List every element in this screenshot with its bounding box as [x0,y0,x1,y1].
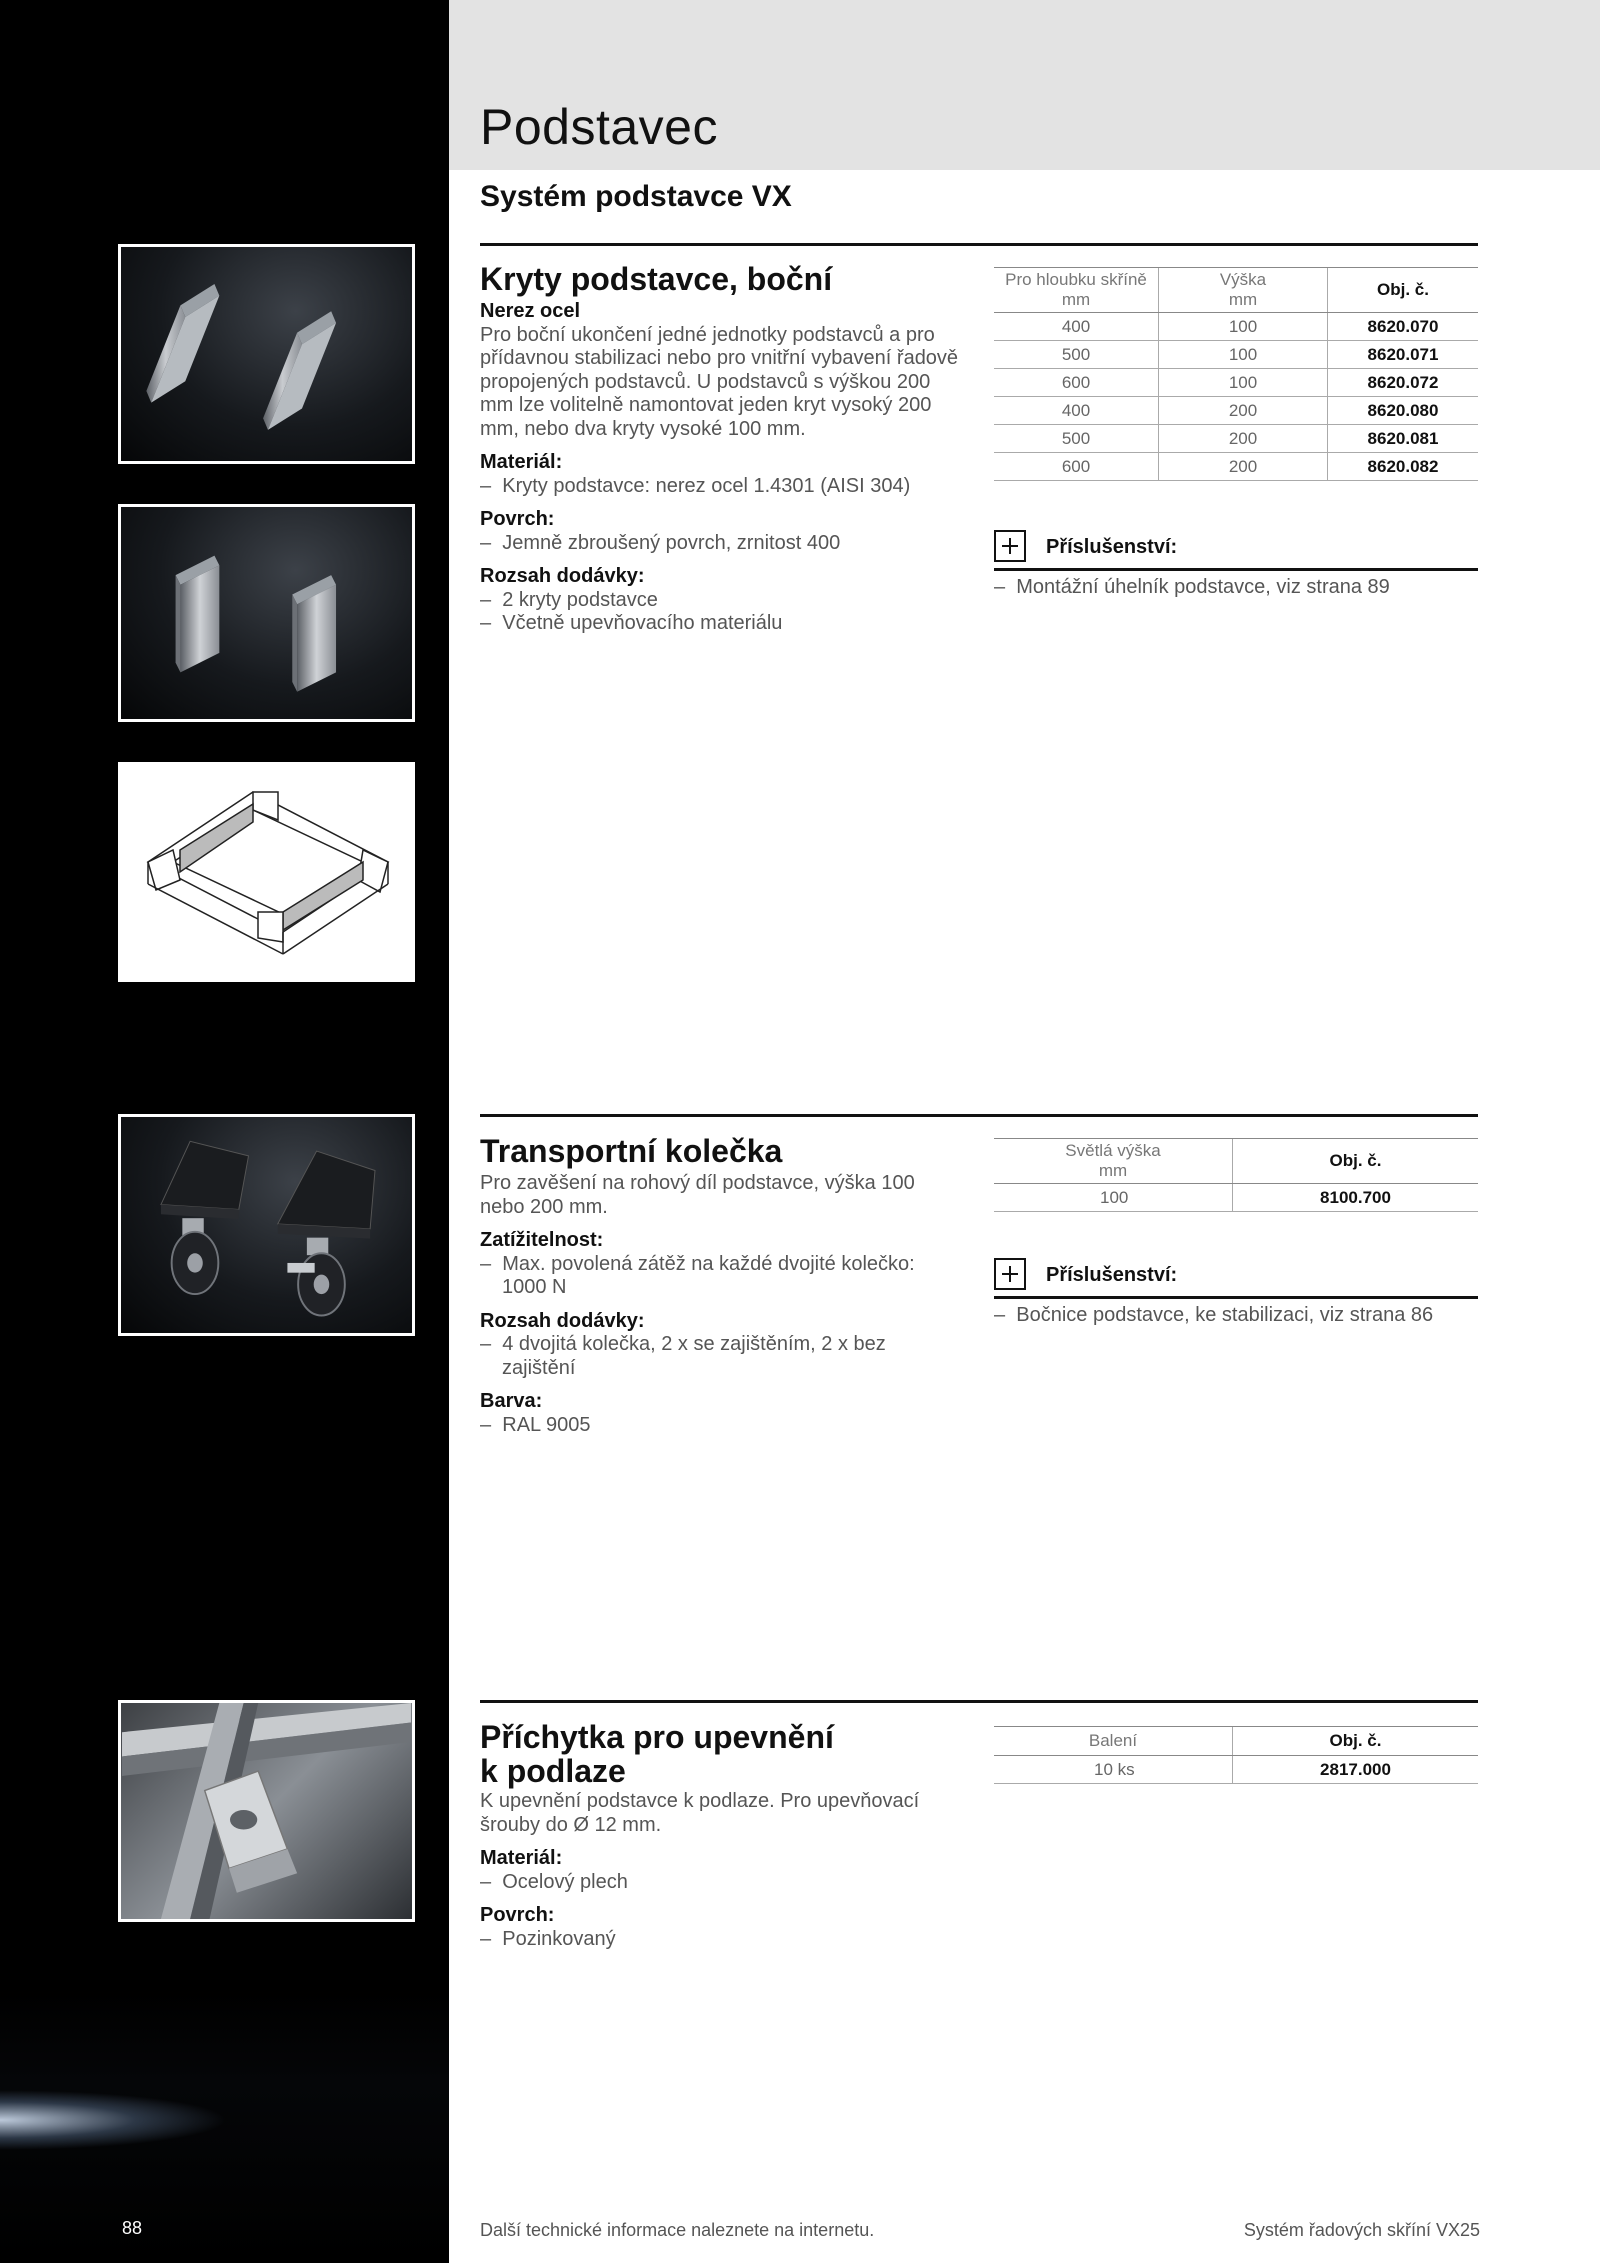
side-cover-200-photo [118,504,415,722]
section-2-list-item: – Max. povolená zátěž na každé dvojité kolečko: 1000 N [480,1252,915,1298]
section-2-title: Transportní kolečka [480,1133,783,1169]
section-2-description [480,1172,960,1437]
table-header-row [994,1139,1478,1184]
table-header-clearance: Světlá výška mm [994,1139,1233,1184]
table-header-packaging: Balení [994,1727,1233,1756]
section-2-list-item: – RAL 9005 [480,1413,591,1436]
section-1-list-item: – Včetně upevňovacího materiálu [480,612,783,634]
section-1-group-heading: Materiál: [480,451,563,473]
plus-icon [994,530,1026,562]
section-2-list-item: – 4 dvojitá kolečka, 2 x se zajištěním, 2 x bez zajištění [480,1333,886,1379]
table-row: 500 100 8620.071 [994,341,1478,369]
accessories-label: Příslušenství: [1046,536,1178,558]
section-1-description [480,300,960,636]
accessories-item: – Bočnice podstavce, ke stabilizaci, viz strana 86 [994,1304,1434,1326]
footer-series: Systém řadových skříní VX25 [1243,2220,1480,2240]
section-3-group-heading: Materiál: [480,1847,563,1869]
table-header-order-no: Obj. č. [1328,268,1479,313]
table-row: 400 200 8620.080 [994,397,1478,425]
sidebar-glow [0,2040,449,2180]
table-row: 500 200 8620.081 [994,425,1478,453]
section-3-title: Příchytka pro upevnění k podlaze [480,1719,834,1789]
section-1-group-heading: Povrch: [480,508,555,530]
section-3-table [994,1726,1478,1784]
floor-bracket-photo [118,1700,415,1922]
castor-photo [118,1114,415,1336]
accessories-item: – Montážní úhelník podstavce, viz strana 89 [994,576,1390,598]
section-3-intro: K upevnění podstavce k podlaze. Pro upevňovací šrouby do Ø 12 mm. [480,1790,920,1836]
section-3-rule [480,1700,1478,1703]
section-1-group-heading: Rozsah dodávky: [480,565,645,587]
table-row: 600 100 8620.072 [994,369,1478,397]
section-2-group-heading: Barva: [480,1390,543,1412]
section-1-intro: Pro boční ukončení jedné jednotky podstavců a pro přídavnou stabilizaci nebo pro vnitřní vybavení řadově propojených podstavců. U podstavců s výškou 200 mm lze volitelně namontovat jeden kryt vysoký 200 mm, nebo dva kryty vysoké 100 mm. [480,323,959,440]
section-1-list-item: – Kryty podstavce: nerez ocel 1.4301 (AISI 304) [480,474,911,497]
accessories-rule [994,1296,1478,1299]
table-header-order-no: Obj. č. [1233,1139,1479,1184]
table-header-height: Výška mm [1159,268,1328,313]
section-1-title: Kryty podstavce, boční [480,261,833,297]
section-3-description [480,1790,960,1951]
table-header-row [994,268,1478,313]
section-1-lead-heading: Nerez ocel [480,300,581,322]
section-1-table [994,267,1478,481]
page-subtitle: Systém podstavce VX [480,180,792,213]
section-1-list-item: – 2 kryty podstavce [480,588,658,611]
section-3-list-item: – Ocelový plech [480,1870,628,1893]
section-2-group-heading: Zatížitelnost: [480,1229,604,1251]
section-2-intro: Pro zavěšení na rohový díl podstavce, výška 100 nebo 200 mm. [480,1172,915,1218]
section-3-list-item: – Pozinkovaný [480,1927,616,1950]
section-3-group-heading: Povrch: [480,1904,555,1926]
section-1-rule [480,243,1478,246]
page-title: Podstavec [480,99,718,155]
table-row: 10 ks 2817.000 [994,1756,1478,1784]
section-1-accessories [994,530,1478,610]
section-2-group-heading: Rozsah dodávky: [480,1309,645,1332]
table-header-order-no: Obj. č. [1233,1727,1479,1756]
accessories-label: Příslušenství: [1046,1264,1178,1286]
table-header-depth: Pro hloubku skříně mm [994,268,1159,313]
section-2-table [994,1138,1478,1212]
plus-icon [994,1258,1026,1290]
table-row: 600 200 8620.082 [994,453,1478,481]
footer-note: Další technické informace naleznete na internetu. [480,2220,875,2240]
section-1-list-item: – Jemně zbroušený povrch, zrnitost 400 [480,531,841,554]
page-number: 88 [122,2218,143,2238]
section-2-rule [480,1114,1478,1117]
table-row: 400 100 8620.070 [994,313,1478,341]
table-header-row [994,1727,1478,1756]
side-cover-100-photo [118,244,415,464]
table-row: 100 8100.700 [994,1184,1478,1212]
section-2-accessories [994,1258,1478,1338]
base-frame-drawing [118,762,415,982]
accessories-rule [994,568,1478,571]
